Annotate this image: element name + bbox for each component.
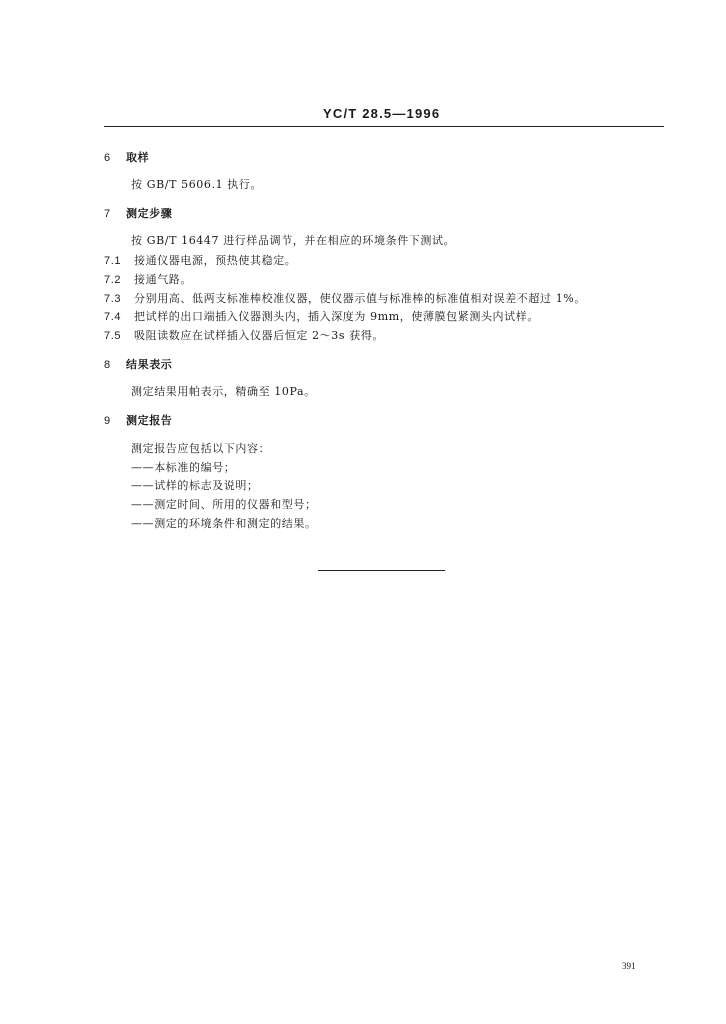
step-number: 7.5 (104, 330, 122, 342)
section-8-heading (104, 358, 172, 372)
section-title: 取样 (126, 151, 150, 164)
step-text: 把试样的出口端插入仪器测头内，插入深度为 9mm，使薄膜包紧测头内试样。 (134, 310, 539, 323)
step-text: 分别用高、低两支标准棒校准仪器，使仪器示值与标准棒的标准值相对误差不超过 1%。 (134, 292, 586, 305)
section-7-heading (104, 207, 172, 221)
step-number: 7.4 (104, 311, 122, 323)
section-number: 7 (104, 208, 111, 220)
step-text: 接通仪器电源，预热使其稳定。 (134, 254, 297, 267)
step-7-2 (104, 273, 192, 287)
step-7-1 (104, 254, 296, 268)
report-item: ——试样的标志及说明； (131, 479, 259, 492)
section-title: 测定报告 (126, 414, 173, 427)
step-number: 7.3 (104, 293, 122, 305)
section-number: 9 (104, 415, 111, 427)
step-number: 7.2 (104, 274, 122, 286)
standard-code-header: YC/T 28.5—1996 (323, 106, 441, 121)
section-number: 6 (104, 152, 111, 164)
section-6-heading (104, 151, 149, 165)
header-rule (104, 126, 664, 127)
step-text: 接通气路。 (134, 273, 192, 286)
step-7-3 (104, 292, 586, 306)
section-title: 结果表示 (126, 358, 173, 371)
step-7-4 (104, 310, 539, 324)
section-6-paragraph: 按 GB/T 5606.1 执行。 (131, 178, 263, 191)
section-9-heading (104, 414, 172, 428)
section-number: 8 (104, 359, 111, 371)
step-7-5 (104, 329, 384, 343)
section-9-paragraph: 测定报告应包括以下内容： (131, 442, 271, 455)
report-item: ——测定的环境条件和测定的结果。 (131, 517, 317, 530)
step-number: 7.1 (104, 255, 122, 267)
end-of-standard-rule (318, 570, 445, 571)
section-title: 测定步骤 (126, 207, 173, 220)
page-number: 391 (622, 961, 636, 971)
step-text: 吸阻读数应在试样插入仪器后恒定 2～3s 获得。 (134, 329, 385, 342)
section-7-paragraph: 按 GB/T 16447 进行样品调节，并在相应的环境条件下测试。 (131, 234, 456, 247)
section-8-paragraph: 测定结果用帕表示，精确至 10Pa。 (131, 385, 316, 398)
report-item: ——本标准的编号； (131, 461, 236, 474)
report-item: ——测定时间、所用的仪器和型号； (131, 498, 317, 511)
